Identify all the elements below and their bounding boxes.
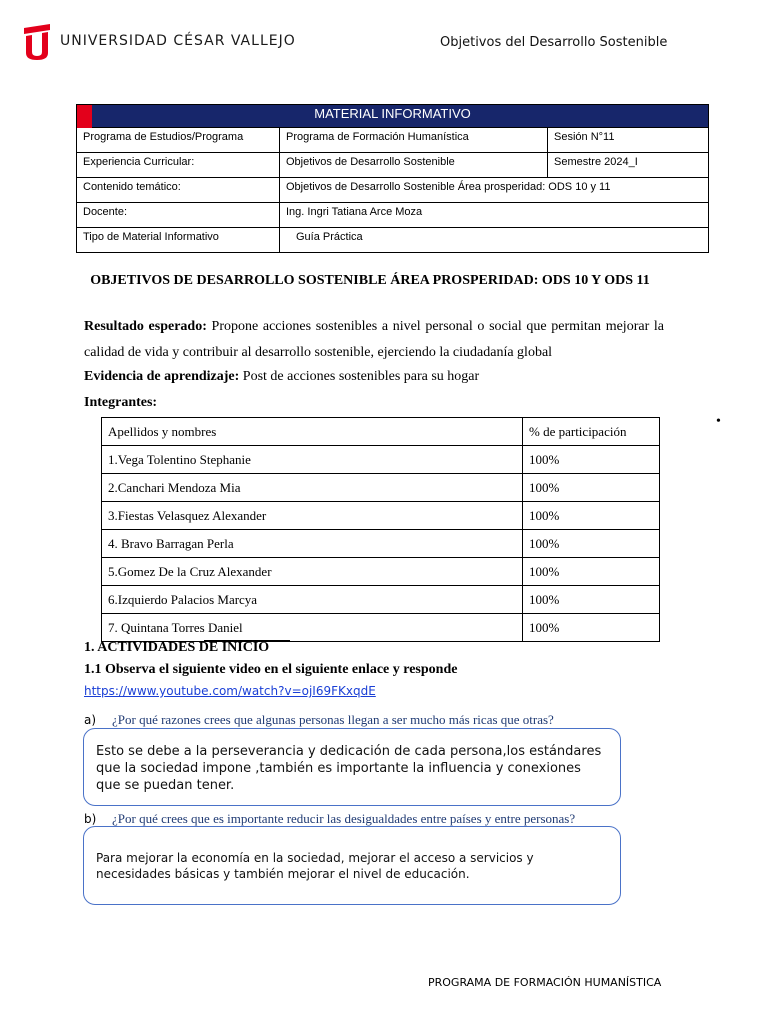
heading-rule [204,640,290,641]
member-name: 2.Canchari Mendoza Mia [102,474,523,502]
member-name: 7. Quintana Torres Daniel [102,614,523,642]
evidencia-text: Post de acciones sostenibles para su hogar [239,369,480,384]
question-b [84,811,575,827]
answer-box-b[interactable]: Para mejorar la economía en la sociedad, mejorar el acceso a servicios y necesidades básicas y también mejorar el nivel de educación. [83,826,621,905]
video-link[interactable]: https://www.youtube.com/watch?v=ojI69FKxqdE [84,684,376,698]
table-row [102,558,660,586]
table-row [102,614,660,642]
column-header: Apellidos y nombres [102,418,523,446]
table-row [77,178,709,203]
info-extra: Semestre 2024_I [548,153,709,178]
member-participation: 100% [523,446,660,474]
member-name: 3.Fiestas Velasquez Alexander [102,502,523,530]
main-title: OBJETIVOS DE DESARROLLO SOSTENIBLE ÁREA PROSPERIDAD: ODS 10 Y ODS 11 [90,273,650,288]
resultado-esperado [84,314,664,366]
university-name: UNIVERSIDAD CÉSAR VALLEJO [60,33,296,49]
member-participation: 100% [523,586,660,614]
info-extra: Sesión N°11 [548,128,709,153]
info-table-title-row [77,105,709,128]
bullet-mark: • [716,414,721,429]
question-letter: b) [84,812,97,826]
info-label: Experiencia Curricular: [77,153,280,178]
member-participation: 100% [523,502,660,530]
member-participation: 100% [523,558,660,586]
answer-box-a[interactable]: Esto se debe a la perseverancia y dedicación de cada persona,los estándares que la sociedad impone ,también es importante la influencia y conexiones que se puedan tener. [83,728,621,806]
info-value: Programa de Formación Humanística [280,128,548,153]
info-label: Contenido temático: [77,178,280,203]
info-label: Tipo de Material Informativo [77,228,280,253]
question-text: ¿Por qué razones crees que algunas personas llegan a ser mucho más ricas que otras? [112,712,554,727]
question-letter: a) [84,713,97,727]
member-name: 5.Gomez De la Cruz Alexander [102,558,523,586]
table-row [102,586,660,614]
material-info-table [76,104,709,253]
table-row [77,228,709,253]
table-row [77,203,709,228]
evidencia-aprendizaje [84,364,664,390]
member-name: 1.Vega Tolentino Stephanie [102,446,523,474]
info-label: Docente: [77,203,280,228]
info-value: Objetivos de Desarrollo Sostenible [280,153,548,178]
table-row [102,502,660,530]
info-table-title: MATERIAL INFORMATIVO [77,105,709,128]
footer-program: PROGRAMA DE FORMACIÓN HUMANÍSTICA [428,976,662,989]
info-value: Ing. Ingri Tatiana Arce Moza [280,203,709,228]
question-a [84,712,554,728]
member-participation: 100% [523,474,660,502]
info-value: Objetivos de Desarrollo Sostenible Área prosperidad: ODS 10 y 11 [280,178,709,203]
member-name: 4. Bravo Barragan Perla [102,530,523,558]
member-name: 6.Izquierdo Palacios Marcya [102,586,523,614]
document-subject: Objetivos del Desarrollo Sostenible [440,35,668,50]
info-label: Programa de Estudios/Programa [77,128,280,153]
table-header-row [102,418,660,446]
red-accent-block [77,105,92,128]
member-participation: 100% [523,530,660,558]
section-heading: 1. ACTIVIDADES DE INICIO [84,640,270,655]
evidencia-label: Evidencia de aprendizaje: [84,369,240,384]
info-value: Guía Práctica [280,228,709,253]
integrantes-label: Integrantes: [84,395,158,410]
sub-heading: 1.1 Observa el siguiente video en el siguiente enlace y responde [84,662,458,677]
column-header: % de participación [523,418,660,446]
table-row [102,474,660,502]
resultado-text: Propone acciones sostenibles a nivel personal o social que permitan mejorar la calidad de vida y contribuir al desarrollo sostenible, ejerciendo la ciudadanía global [84,319,664,360]
member-participation: 100% [523,614,660,642]
table-row [102,446,660,474]
table-row [77,128,709,153]
ucv-logo-icon [22,22,52,60]
table-row [77,153,709,178]
members-table [101,417,660,642]
question-text: ¿Por qué crees que es importante reducir las desigualdades entre países y entre personas? [112,811,576,826]
resultado-label: Resultado esperado: [84,319,207,334]
table-row [102,530,660,558]
